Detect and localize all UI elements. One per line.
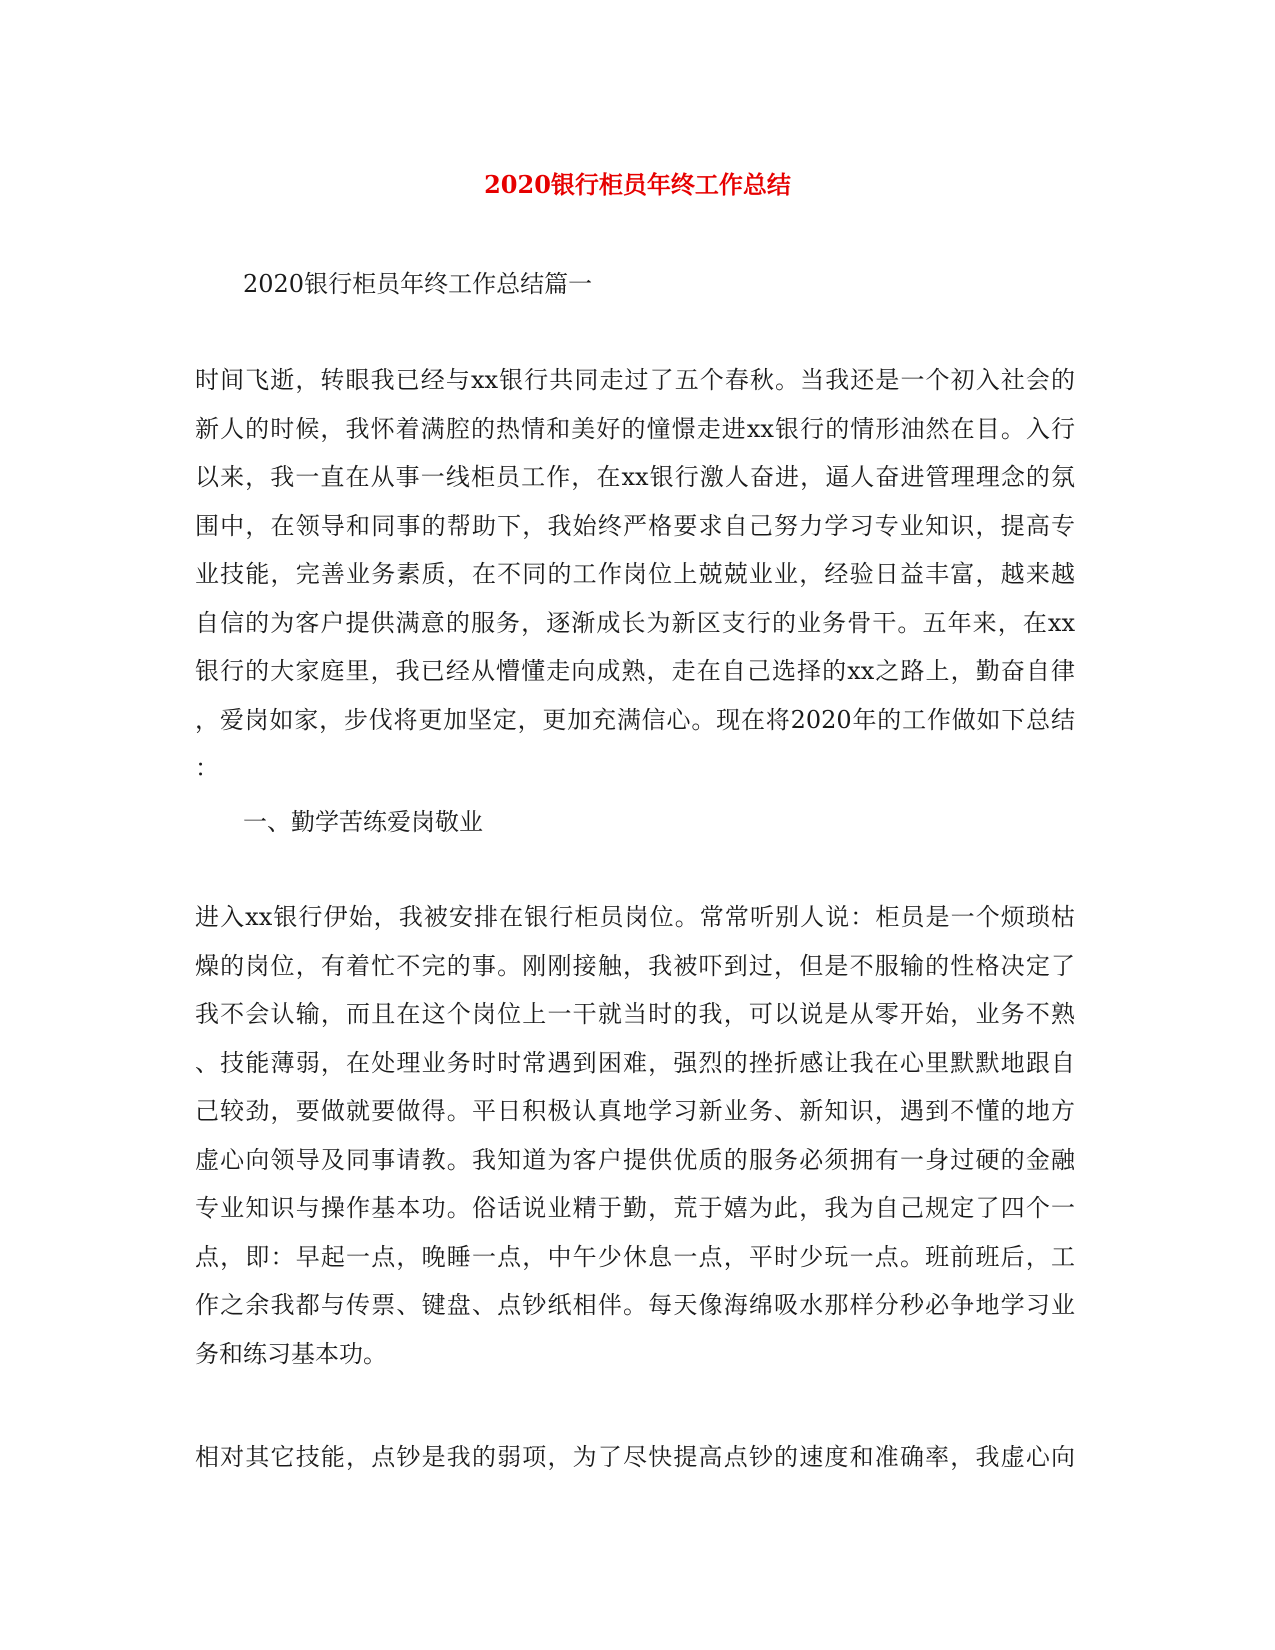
paragraph-2 [195, 893, 1075, 1378]
paragraph-line: 业技能，完善业务素质，在不同的工作岗位上兢兢业业，经验日益丰富，越来越 [195, 560, 1075, 588]
paragraph-line: 我不会认输，而且在这个岗位上一干就当时的我，可以说是从零开始，业务不熟 [195, 1000, 1075, 1028]
paragraph-line: 燥的岗位，有着忙不完的事。刚刚接触，我被吓到过，但是不服输的性格决定了 [195, 951, 1075, 980]
section-heading-1: 一、勤学苦练爱岗敬业 [243, 808, 483, 836]
paragraph-line: 银行的大家庭里，我已经从懵懂走向成熟，走在自己选择的xx之路上，勤奋自律 [195, 657, 1075, 685]
paragraph-line: 虚心向领导及同事请教。我知道为客户提供优质的服务必须拥有一身过硬的金融 [195, 1145, 1075, 1174]
paragraph-line: 作之余我都与传票、键盘、点钞纸相伴。每天像海绵吸水那样分秒必争地学习业 [195, 1291, 1075, 1319]
document-subtitle: 2020银行柜员年终工作总结篇一 [243, 270, 593, 298]
paragraph-line: 新人的时候，我怀着满腔的热情和美好的憧憬走进xx银行的情形油然在目。入行 [195, 414, 1075, 443]
paragraph-line: ： [195, 754, 219, 782]
paragraph-1 [195, 356, 1075, 793]
paragraph-line: 进入xx银行伊始，我被安排在银行柜员岗位。常常听别人说：柜员是一个烦琐枯 [195, 903, 1075, 931]
paragraph-line: 以来，我一直在从事一线柜员工作，在xx银行激人奋进，逼人奋进管理理念的氛 [195, 463, 1075, 491]
paragraph-line: 围中，在领导和同事的帮助下，我始终严格要求自己努力学习专业知识，提高专 [195, 511, 1075, 540]
paragraph-line: 相对其它技能，点钞是我的弱项，为了尽快提高点钞的速度和准确率，我虚心向 [195, 1443, 1075, 1471]
paragraph-line: 自信的为客户提供满意的服务，逐渐成长为新区支行的业务骨干。五年来，在xx [195, 608, 1075, 637]
paragraph-line: 专业知识与操作基本功。俗话说业精于勤，荒于嬉为此，我为自己规定了四个一 [195, 1194, 1075, 1222]
paragraph-line: ，爱岗如家，步伐将更加坚定，更加充满信心。现在将2020年的工作做如下总结 [195, 705, 1075, 734]
paragraph-line: 点，即：早起一点，晚睡一点，中午少休息一点，平时少玩一点。班前班后，工 [195, 1242, 1075, 1271]
document-title: 2020银行柜员年终工作总结 [484, 170, 791, 199]
paragraph-3 [195, 1433, 1075, 1482]
paragraph-line: 己较劲，要做就要做得。平日积极认真地学习新业务、新知识，遇到不懂的地方 [195, 1097, 1075, 1125]
paragraph-line: 务和练习基本功。 [195, 1339, 387, 1368]
paragraph-line: 、技能薄弱，在处理业务时时常遇到困难，强烈的挫折感让我在心里默默地跟自 [195, 1048, 1075, 1077]
paragraph-line: 时间飞逝，转眼我已经与xx银行共同走过了五个春秋。当我还是一个初入社会的 [195, 366, 1075, 394]
